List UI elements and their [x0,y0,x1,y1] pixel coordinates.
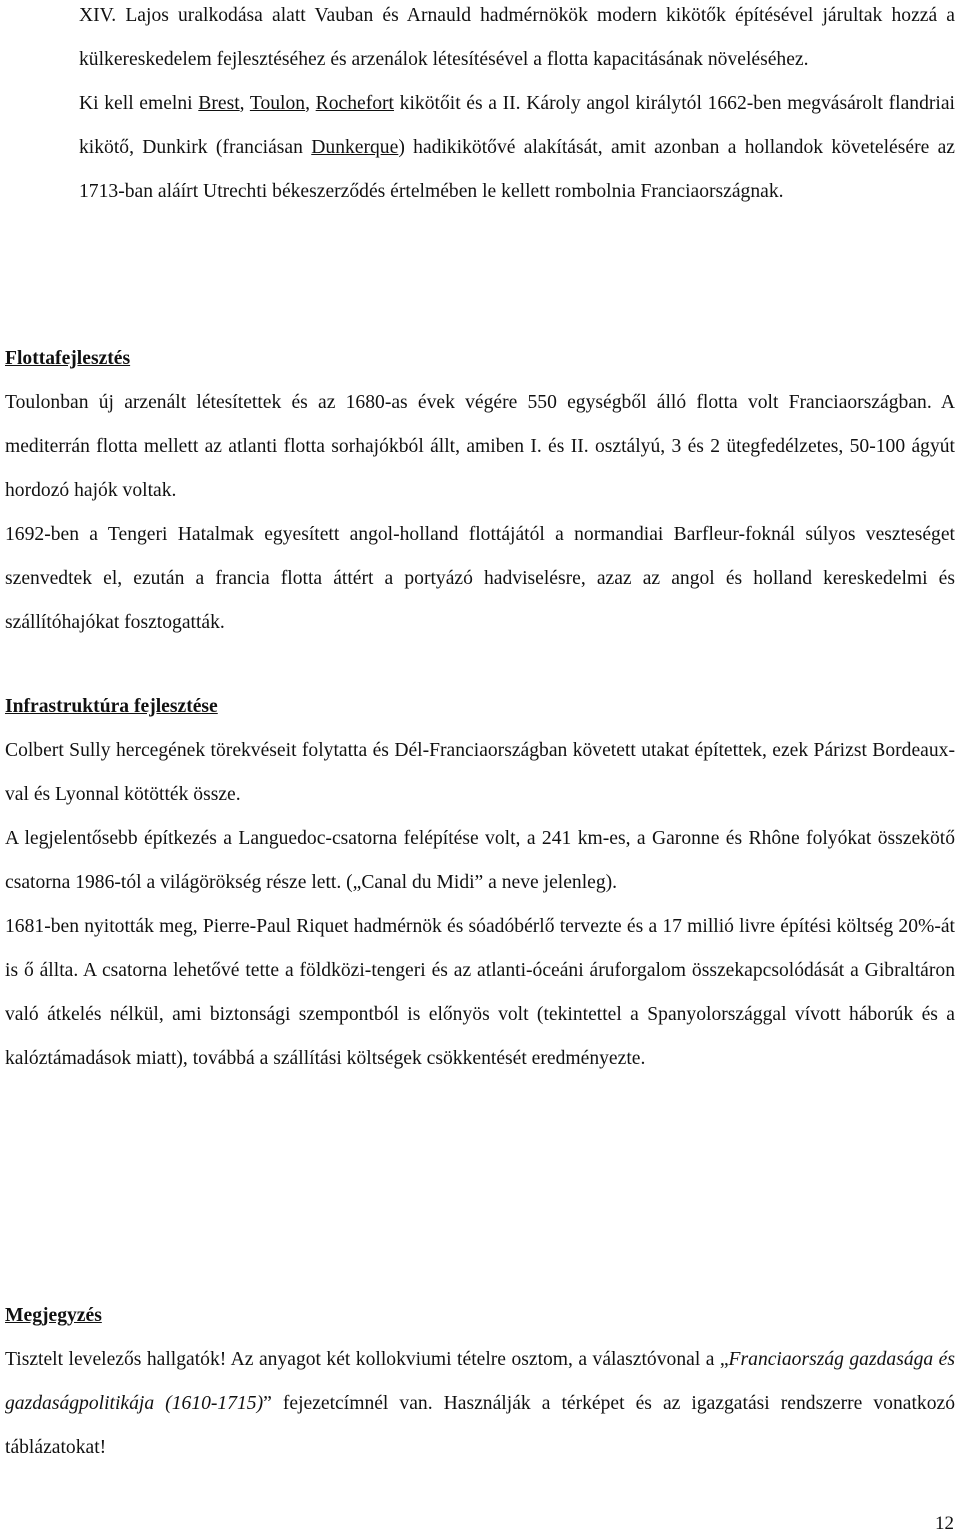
chapter-title-italic: Franciaország gazdasága és gazdaságpolitikája (1610-1715) [5,1349,955,1414]
infra-heading: Infrastruktúra fejlesztése [5,696,218,717]
text-run: , [239,93,250,114]
flotta-section [5,337,955,645]
infra-paragraph-3: 1681-ben nyitották meg, Pierre-Paul Riquet hadmérnök és sóadóbérlő tervezte és a 17 millió livre építési költség 20%-át is ő állta. A csatorna lehetővé tette a földközi-tengeri és az atlanti-óceáni áruforgalom összekapcsolódását a Gibraltáron való átkelés nélkül, ami biztonsági szempontból is előnyös volt (tekintettel a Spanyolországgal vívott háborúk és a kalóztámadások miatt), továbbá a szállítási költségek csökkentését eredményezte. [5,916,955,1069]
intro-paragraph-2 [5,82,955,214]
text-run: ) hadikikötővé alakítását, amit azonban a hollandok követelésére az 1713-ban aláírt Utrechti békeszerződés értelmében le kellett rombolnia Franciaországnak. [79,137,955,202]
page-number: 12 [935,1513,954,1534]
intro-section [5,0,955,214]
text-run: , [305,93,316,114]
intro-text: XIV. Lajos uralkodása alatt Vauban és Arnauld hadmérnökök modern kikötők építésével járultak hozzá a külkereskedelem fejlesztéséhez és arzenálok létesítésével a flotta kapacitásának növeléséhez. [79,5,955,70]
dunkerque-link[interactable]: Dunkerque [311,137,399,158]
toulon-link[interactable]: Toulon [249,93,306,114]
text-run: Tisztelt levelezős hallgatók! Az anyagot két kollokviumi tételre osztom, a választóvonal a „ [5,1349,729,1370]
infra-section [5,685,955,1081]
infra-paragraph-1: Colbert Sully hercegének törekvéseit folytatta és Dél-Franciaországban követett utakat építettek, ezek Párizst Bordeaux-val és Lyonnal kötötték össze. [5,740,955,805]
note-paragraph [5,1338,955,1470]
flotta-paragraph-2: 1692-ben a Tengeri Hatalmak egyesített angol-holland flottájától a normandiai Barfleur-foknál súlyos veszteséget szenvedtek el, ezután a francia flotta áttért a portyázó hadviselésre, azaz az angol és holland kereskedelmi és szállítóhajókat fosztogatták. [5,524,955,633]
note-section [5,1294,955,1470]
infra-paragraph-2: A legjelentősebb építkezés a Languedoc-csatorna felépítése volt, a 241 km-es, a Garonne és Rhône folyókat összekötő csatorna 1986-tól a világörökség része lett. („Canal du Midi” a neve jelenleg). [5,828,955,893]
text-run: Ki kell emelni [79,93,199,114]
intro-paragraph-1 [5,0,955,82]
flotta-heading: Flottafejlesztés [5,348,131,369]
brest-link[interactable]: Brest [198,93,240,114]
text-run: kikötőit és a II. Károly angol királytól 1662-ben megvásárolt flandriai kikötő, Dunkirk (franciásan [79,93,956,158]
text-run: ” fejezetcímnél van. Használják a térképet és az igazgatási rendszerre vonatkozó táblázatokat! [5,1393,955,1458]
rochefort-link[interactable]: Rochefort [315,93,395,114]
note-heading: Megjegyzés [5,1305,102,1326]
flotta-paragraph-1: Toulonban új arzenált létesítettek és az 1680-as évek végére 550 egységből álló flotta volt Franciaországban. A mediterrán flotta mellett az atlanti flotta sorhajókból állt, amiben I. és II. osztályú, 3 és 2 ütegfedélzetes, 50-100 ágyút hordozó hajók voltak. [5,392,955,501]
